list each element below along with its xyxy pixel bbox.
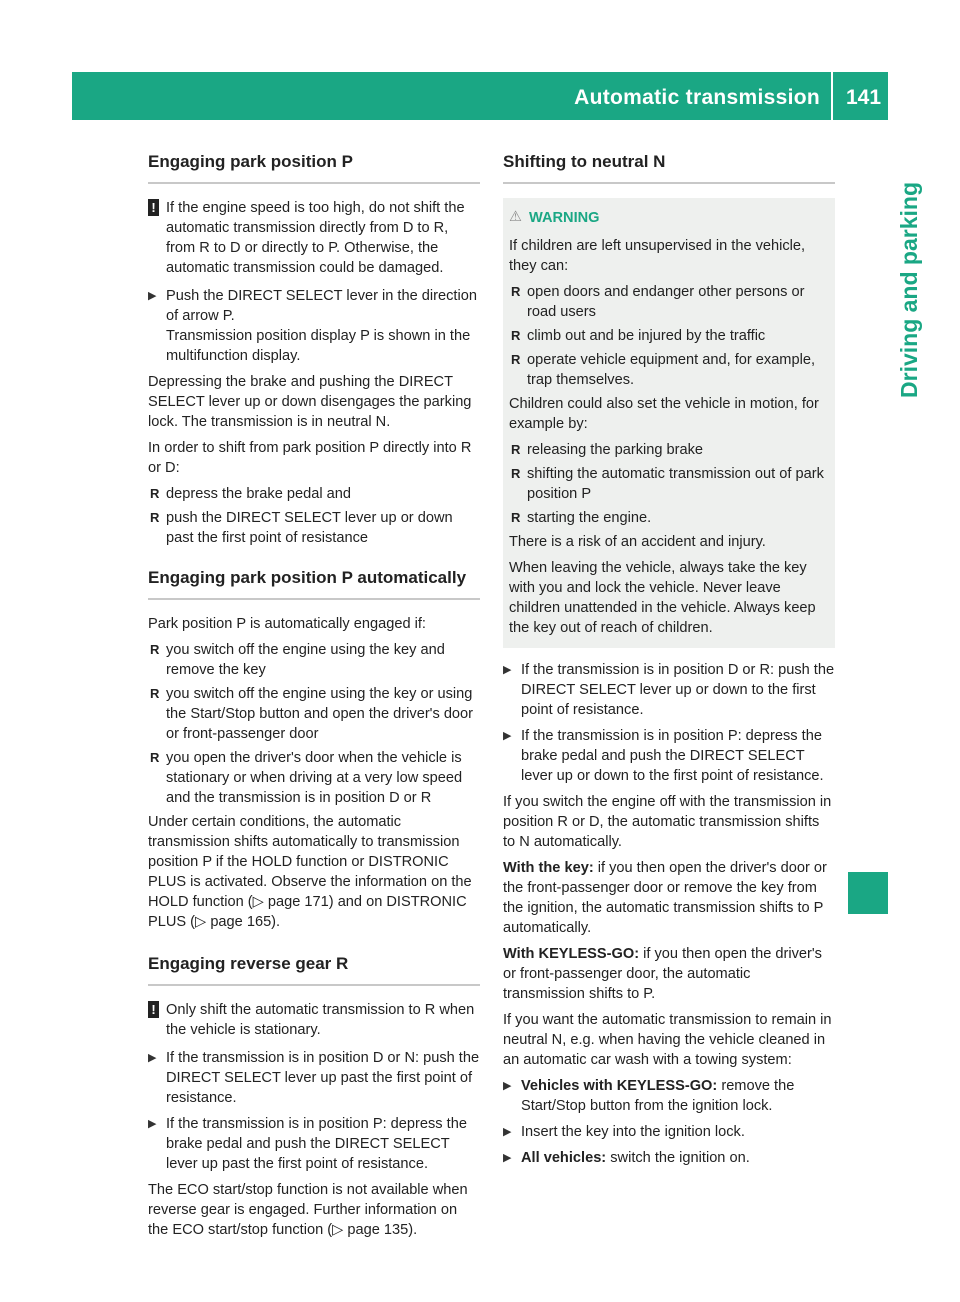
header-divider: [831, 72, 833, 120]
side-tab-marker: [848, 872, 888, 914]
page-number: 141: [846, 86, 882, 109]
section-heading-reverse: Engaging reverse gear R: [148, 950, 480, 986]
instruction-step: ▶ If the transmission is in position P: depress the brake pedal and push the DIRECT SELECT lever up past the first point of resistance.: [148, 1114, 480, 1174]
section-heading-park-auto: Engaging park position P automatically: [148, 564, 480, 600]
section-heading-park: Engaging park position P: [148, 148, 480, 184]
paragraph: If you switch the engine off with the transmission in position R or D, the automatic transmission shifts to N automatically.: [503, 794, 832, 850]
section-heading-neutral: Shifting to neutral N: [503, 148, 835, 184]
bold-label: All vehicles:: [521, 1150, 607, 1166]
paragraph: Depressing the brake and pushing the DIRECT SELECT lever up or down disengages the parking lock. The transmission is in neutral N.: [148, 374, 472, 430]
exclamation-icon: !: [148, 1001, 159, 1018]
list-item: R operate vehicle equipment and, for example, trap themselves.: [509, 350, 827, 390]
instruction-step: ▶ If the transmission is in position D or R: push the DIRECT SELECT lever up or down to the first point of resistance.: [503, 660, 835, 720]
exclamation-icon: !: [148, 199, 159, 216]
instruction-step: ▶ If the transmission is in position D or N: push the DIRECT SELECT lever up past the first point of resistance.: [148, 1048, 480, 1108]
paragraph-text: if you then open the driver's or front-passenger door, the automatic transmission shifts to P.: [503, 946, 822, 1002]
list-item: R you switch off the engine using the key and remove the key: [148, 640, 480, 680]
list-item: R open doors and endanger other persons or road users: [509, 282, 827, 322]
bold-label: With the key:: [503, 860, 594, 876]
instruction-step: [148, 286, 480, 366]
list-item: R starting the engine.: [509, 508, 827, 528]
paragraph: When leaving the vehicle, always take the key with you and lock the vehicle. Never leave children unattended in the vehicle. Always keep the key out of reach of children.: [509, 560, 816, 636]
step-text: remove the Start/Stop button from the ignition lock.: [521, 1078, 795, 1114]
step-text: ▶ Push the DIRECT SELECT lever in the direction of arrow P.: [166, 288, 477, 324]
chapter-title: Automatic transmission: [574, 86, 820, 109]
side-tab-label: Driving and parking: [896, 182, 922, 398]
paragraph: There is a risk of an accident and injury.: [509, 534, 766, 550]
paragraph: Children could also set the vehicle in motion, for example by:: [509, 396, 819, 432]
left-column: [148, 148, 480, 1246]
list-item: R push the DIRECT SELECT lever up or down past the first point of resistance: [148, 508, 480, 548]
list-item: R releasing the parking brake: [509, 440, 827, 460]
paragraph: If children are left unsupervised in the vehicle, they can:: [509, 238, 806, 274]
right-column: [503, 148, 835, 1174]
warning-title: ⚠ WARNING: [509, 208, 827, 228]
paragraph: If you want the automatic transmission to remain in neutral N, e.g. when having the vehicle cleaned in an automatic car wash with a towing system:: [503, 1012, 832, 1068]
bold-label: Vehicles with KEYLESS-GO:: [521, 1078, 718, 1094]
notice: [148, 1000, 480, 1040]
paragraph: [503, 858, 835, 938]
list-item: R climb out and be injured by the traffic: [509, 326, 827, 346]
paragraph-text: if you then open the driver's door or the front-passenger door or remove the key from the ignition, the automatic transmission shifts to P automatically.: [503, 860, 827, 936]
step-text: switch the ignition on.: [610, 1150, 750, 1166]
instruction-step: [503, 1148, 835, 1168]
instruction-step: [503, 1076, 835, 1116]
paragraph: Park position P is automatically engaged if:: [148, 616, 426, 632]
paragraph: The ECO start/stop function is not available when reverse gear is engaged. Further information on the ECO start/stop function (▷ page 135).: [148, 1182, 468, 1238]
side-tab: [848, 182, 922, 802]
paragraph: In order to shift from park position P directly into R or D:: [148, 440, 472, 476]
instruction-step: ▶ Insert the key into the ignition lock.: [503, 1122, 835, 1142]
notice-text: Only shift the automatic transmission to R when the vehicle is stationary.: [166, 1002, 475, 1038]
paragraph: [503, 944, 835, 1004]
bold-label: With KEYLESS-GO:: [503, 946, 640, 962]
list-item: R shifting the automatic transmission out of park position P: [509, 464, 827, 504]
list-item: R you switch off the engine using the key or using the Start/Stop button and open the driver's door or front-passenger door: [148, 684, 480, 744]
notice-text: If the engine speed is too high, do not shift the automatic transmission directly from D to R, from R to D or directly to P. Otherwise, the automatic transmission could be damaged.: [166, 200, 465, 276]
list-item: R depress the brake pedal and: [148, 484, 480, 504]
step-result: Transmission position display P is shown in the multifunction display.: [166, 328, 471, 364]
notice: [148, 198, 480, 278]
instruction-step: ▶ If the transmission is in position P: depress the brake pedal and push the DIRECT SELECT lever up or down to the first point of resistance.: [503, 726, 835, 786]
list-item: R you open the driver's door when the vehicle is stationary or when driving at a very low speed and the transmission is in position D or R: [148, 748, 480, 808]
paragraph: Under certain conditions, the automatic transmission shifts automatically to transmission position P if the HOLD function or DISTRONIC PLUS is activated. Observe the information on the HOLD function (▷ page 171) and on DISTRONIC PLUS (▷ page 165).: [148, 814, 472, 930]
warning-box: [503, 198, 835, 648]
